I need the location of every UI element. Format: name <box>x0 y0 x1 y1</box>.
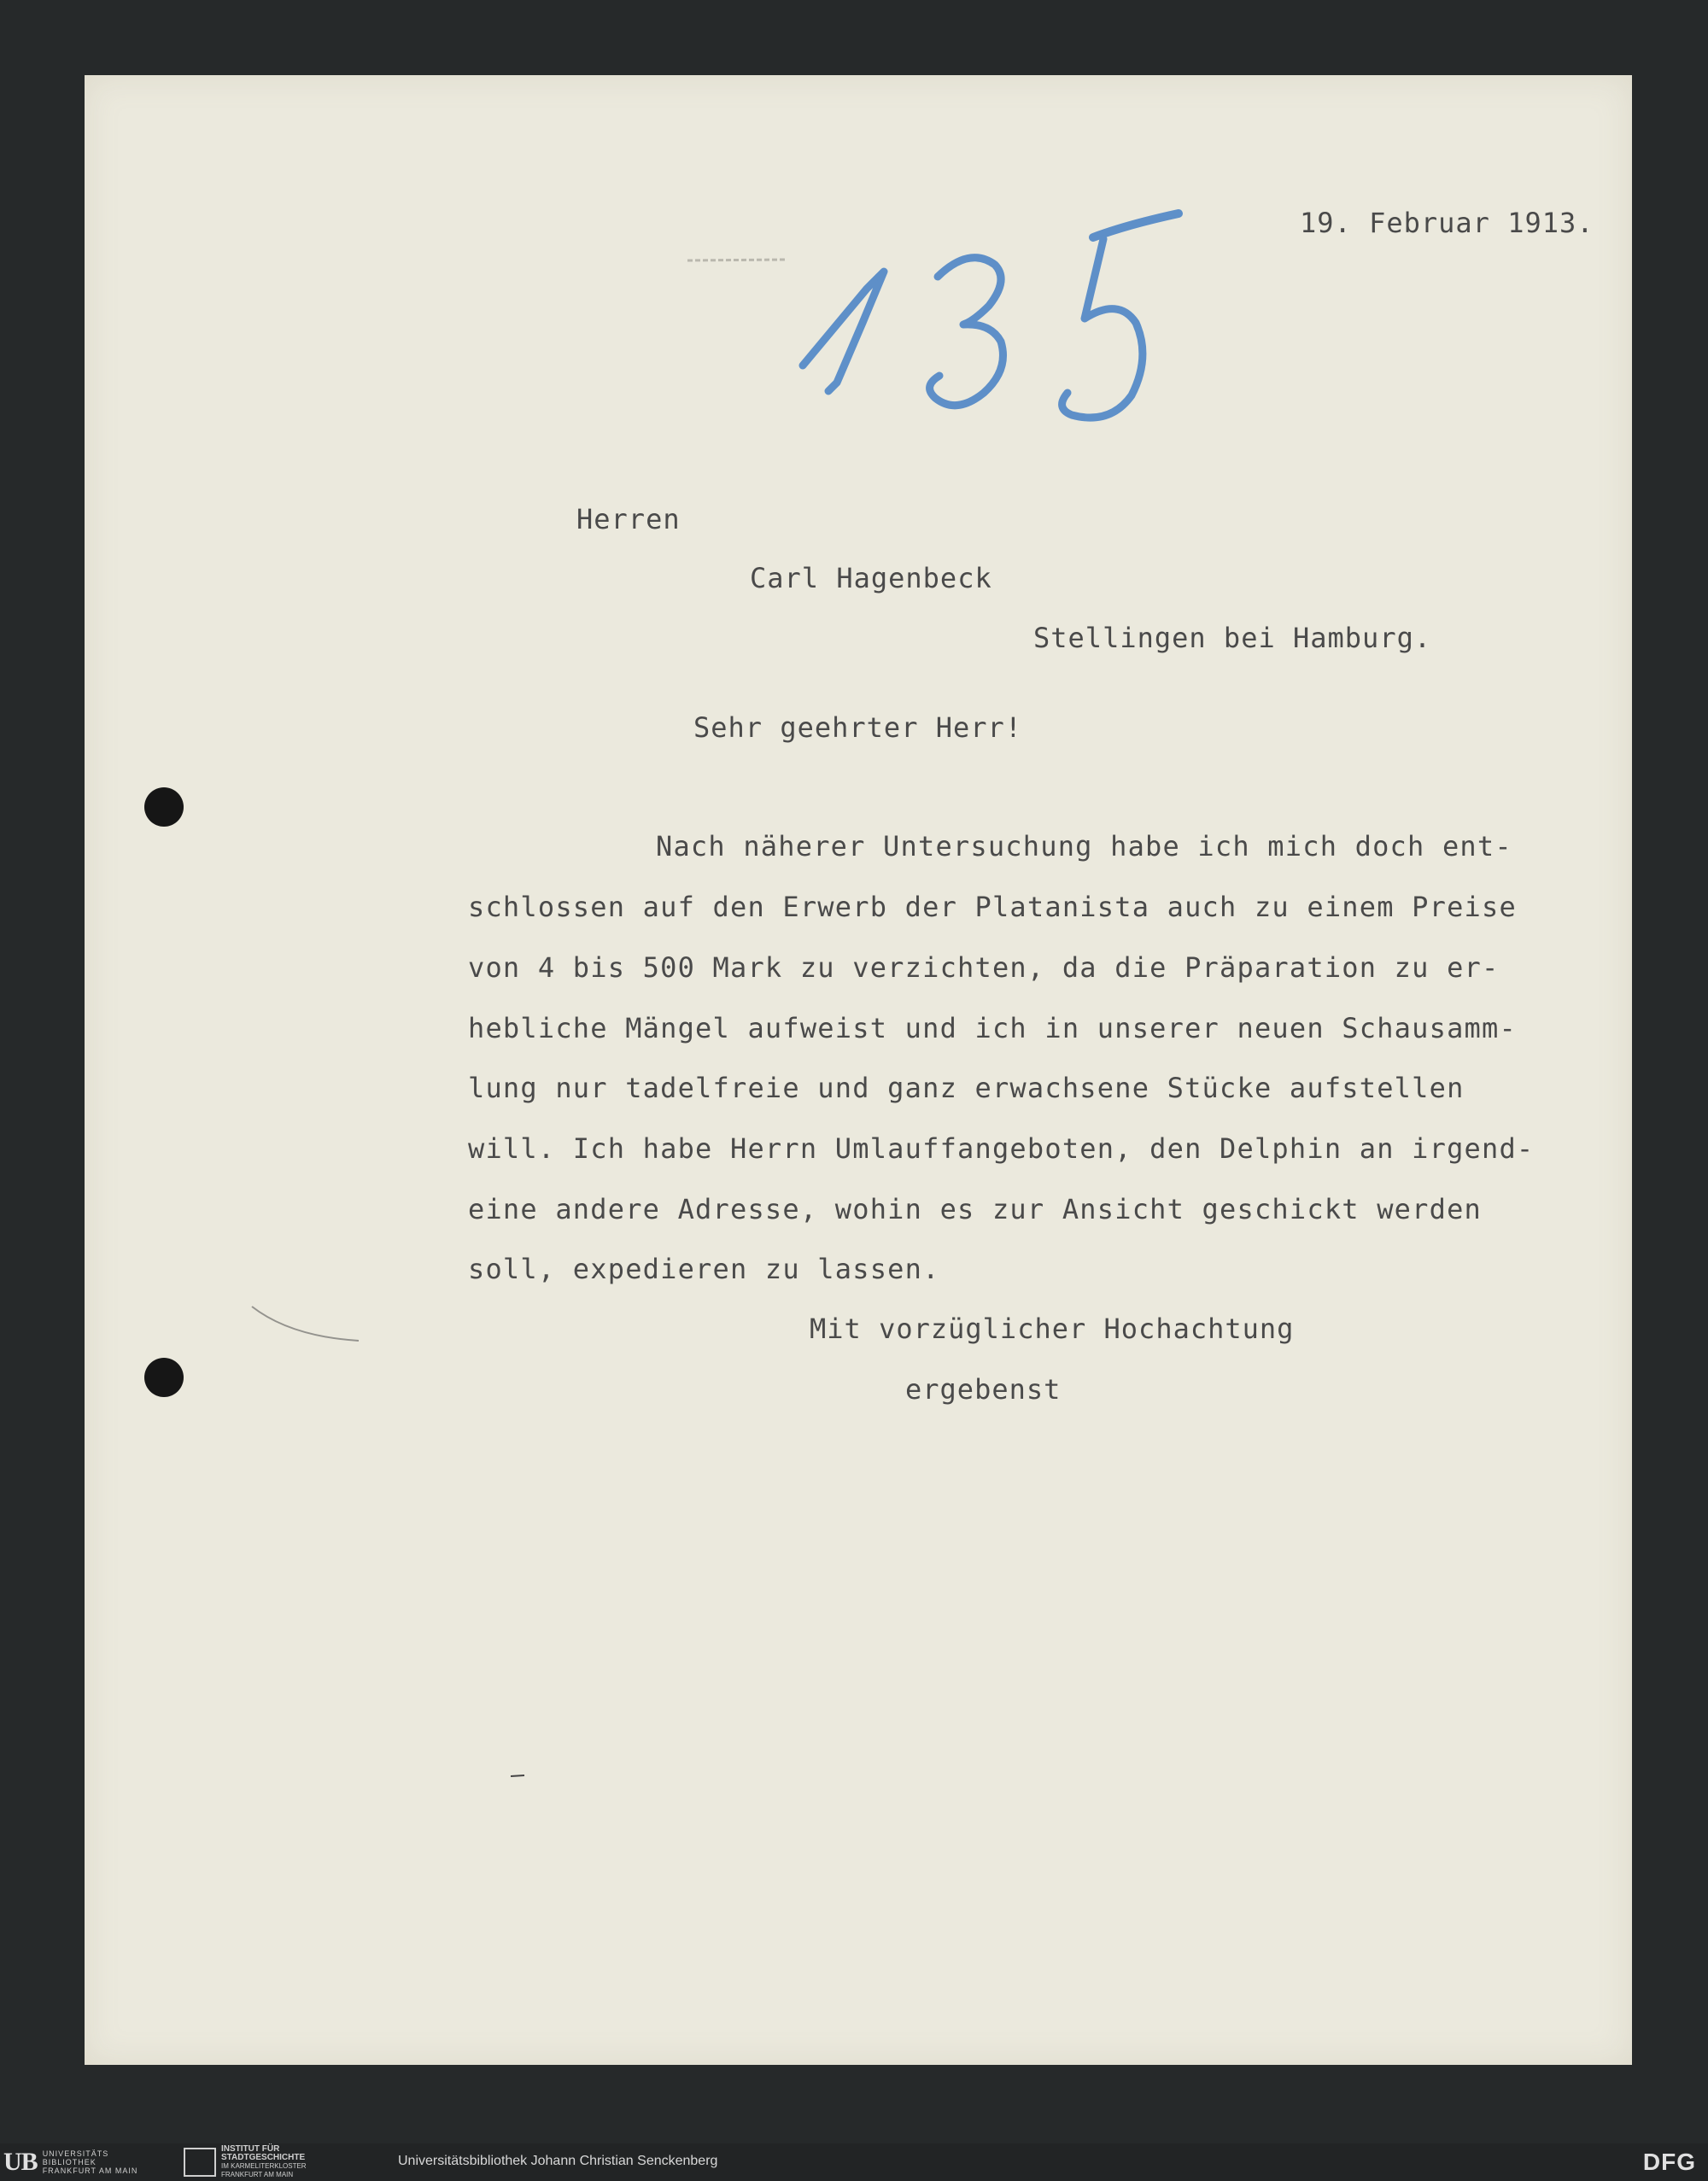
closing: Mit vorzüglicher Hochachtung <box>810 1313 1295 1345</box>
greeting: Sehr geehrter Herr! <box>693 711 1023 744</box>
stray-pencil-mark <box>248 1302 367 1345</box>
institute-logo-icon <box>184 2148 216 2177</box>
recipient-name: Carl Hagenbeck <box>750 562 992 594</box>
body-line: soll, expedieren zu lassen. <box>468 1253 940 1285</box>
body-line: eine andere Adresse, wohin es zur Ansicht geschickt werden <box>468 1193 1483 1225</box>
body-line: schlossen auf den Erwerb der Platanista auch zu einem Preise <box>468 891 1517 923</box>
institute-logo <box>184 2144 307 2178</box>
body-line: von 4 bis 500 Mark zu verzichten, da die Präparation zu er- <box>468 951 1500 984</box>
faint-erased-line <box>687 256 790 265</box>
punch-hole-top <box>144 787 184 827</box>
handwritten-number-135 <box>786 195 1247 442</box>
letter-date: 19. Februar 1913. <box>1300 207 1594 239</box>
dfg-logo: DFG <box>1642 2149 1696 2175</box>
body-line: Nach näherer Untersuchung habe ich mich doch ent- <box>656 830 1512 862</box>
body-line: hebliche Mängel aufweist und ich in unserer neuen Schausamm- <box>468 1012 1517 1044</box>
recipient-place: Stellingen bei Hamburg. <box>1033 622 1432 654</box>
library-name: Universitätsbibliothek Johann Christian Senckenberg <box>398 2154 718 2168</box>
signoff: ergebenst <box>905 1373 1062 1406</box>
body-line: will. Ich habe Herrn Umlauffangeboten, den Delphin an irgend- <box>468 1132 1535 1165</box>
recipient-salutation-title: Herren <box>576 503 681 535</box>
punch-hole-bottom <box>144 1358 184 1397</box>
ub-logo-mark: UB <box>3 2148 38 2176</box>
stray-dash-mark <box>511 1773 528 1780</box>
institute-logo-text: INSTITUT FÜR STADTGESCHICHTE IM KARMELITERKLOSTER FRANKFURT AM MAIN <box>221 2144 307 2178</box>
ub-logo-text: UNIVERSITÄTS BIBLIOTHEK FRANKFURT AM MAIN <box>42 2149 138 2175</box>
body-line: lung nur tadelfreie und ganz erwachsene Stücke aufstellen <box>468 1072 1465 1104</box>
footer-bar <box>0 2143 1708 2181</box>
ub-logo <box>3 2147 137 2178</box>
